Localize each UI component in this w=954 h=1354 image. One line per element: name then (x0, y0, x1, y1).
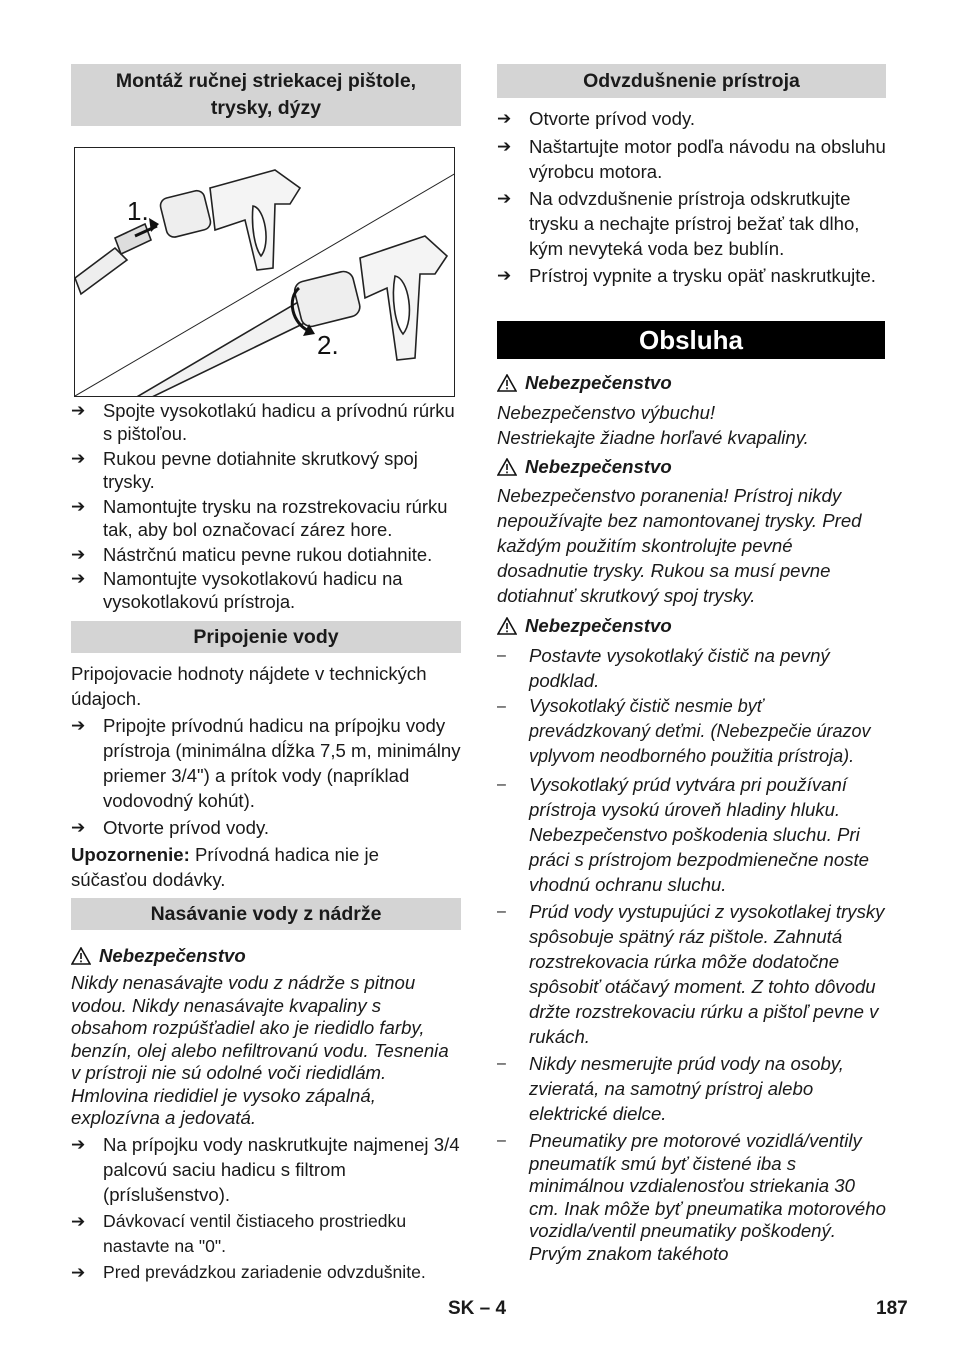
spray-gun-illustration (75, 148, 455, 397)
figure-label-step2: 2. (317, 330, 339, 360)
step-item: ➔ Otvorte prívod vody. (497, 106, 886, 131)
list-item-text: Postavte vysokotlaký čistič na pevný podklad. (529, 645, 830, 691)
note (71, 842, 451, 892)
footer-section: SK – 4 (448, 1298, 507, 1319)
heading-suction (71, 898, 461, 930)
step-item: ➔ Prístroj vypnite a trysku opäť naskrutkujte. (497, 263, 886, 288)
heading-water-connection (71, 621, 461, 653)
note-text: Prívodná hadica nie je súčasťou dodávky. (71, 844, 379, 890)
list-item (497, 694, 886, 769)
list-item-text: Vysokotlaký čistič nesmie byť prevádzkovaný deťmi. (Nebezpečie úrazov vplyvom neodborného použitia prístroja). (529, 696, 871, 766)
list-item (497, 1051, 886, 1126)
step-item: ➔ Nástrčnú maticu pevne rukou dotiahnite. (71, 543, 463, 566)
list-item-text: Nikdy nesmerujte prúd vody na osoby, zvieratá, na samotný prístroj alebo elektrické dielce. (529, 1053, 844, 1124)
danger-title: Nebezpečenstvo (525, 456, 672, 477)
list-item-text: Pneumatiky pre motorové vozidlá/ventily pneumatík smú byť čistené iba s minimálnou vzdialenosťou striekania 30 cm. Inak môže byť pneumatika motorového vozidla/ventil pneumatiky poškodený. Prvým znakom takéhoto (529, 1130, 886, 1264)
warning-triangle-icon (71, 947, 91, 965)
step-item: ➔ Rukou pevne dotiahnite skrutkový spoj trysky. (71, 447, 463, 493)
step-item: ➔ Pred prevádzkou zariadenie odvzdušnite. (71, 1261, 483, 1284)
list-item-text: Vysokotlaký prúd vytvára pri používaní prístroja vysokú úroveň hladiny hluku. Nebezpečenstvo poškodenia sluchu. Pri práci s prístrojom bezpodmienečne noste vhodnú ochranu sluchu. (529, 774, 870, 895)
danger-heading (497, 454, 672, 479)
step-item: ➔ Otvorte prívod vody. (71, 815, 461, 840)
assembly-figure (74, 147, 455, 397)
danger-text: Nebezpečenstvo výbuchu! (497, 402, 716, 423)
paragraph: Pripojovacie hodnoty nájdete v technických údajoch. (71, 663, 427, 709)
danger-text: Nestriekajte žiadne horľavé kvapaliny. (497, 427, 809, 448)
step-item: ➔ Namontujte vysokotlakovú hadicu na vysokotlakovú prístroja. (71, 567, 463, 613)
warning-triangle-icon (497, 374, 517, 392)
dash-bullet: – (497, 698, 506, 715)
dash-bullet: – (497, 1132, 506, 1149)
figure-label-step1: 1. (127, 196, 149, 226)
step-item: ➔ Pripojte prívodnú hadicu na prípojku vody prístroja (minimálna dĺžka 7,5 m, minimálny priemer 3/4") a prítok vody (napríklad vodovodný kohút). (71, 713, 461, 813)
heading-text: Odvzdušnenie prístroja (583, 69, 800, 92)
danger-text: Nikdy nenasávajte vodu z nádrže s pitnou vodou. Nikdy nenasávajte kvapaliny s obsahom rozpúšťadiel ako je riedidlo farby, benzín, olej alebo nefiltrovanú vodu. Tesnenia v prístroji nie sú odolné voči riedidlám. Hmlovina riedidiel je vysoko zápalná, explozívna a jedovatá. (71, 972, 449, 1128)
danger-heading (497, 370, 672, 395)
heading-text: Pripojenie vody (193, 625, 339, 648)
step-item: ➔ Namontujte trysku na rozstrekovaciu rúrku tak, aby bol označovací zárez hore. (71, 495, 463, 541)
list-item (497, 772, 886, 897)
list-item-text: Prúd vody vystupujúci z vysokotlakej trysky spôsobuje spätný ráz pištole. Zahnutá rozstrekovacia rúrka môže dodatočne spôsobiť otáčavý moment. Z tohto dôvodu držte rozstrekovaciu rúrku a pištoľ pevne v rukách. (529, 901, 885, 1047)
heading-mount-gun (71, 64, 461, 126)
step-item: ➔ Naštartujte motor podľa návodu na obsluhu výrobcu motora. (497, 134, 886, 184)
step-item: ➔ Spojte vysokotlakú hadicu a prívodnú rúrku s pištoľou. (71, 399, 463, 445)
heading-venting (497, 64, 886, 98)
dash-bullet: – (497, 776, 506, 793)
danger-heading (497, 613, 672, 638)
danger-title: Nebezpečenstvo (525, 615, 672, 636)
list-item (497, 643, 886, 693)
list-item (497, 899, 886, 1049)
danger-title: Nebezpečenstvo (525, 372, 672, 393)
danger-text: Nebezpečenstvo poranenia! Prístroj nikdy nepoužívajte bez namontovanej trysky. Pred každým použitím skontrolujte pevné dosadnutie trysky. Rukou sa musí pevne dotiahnuť skrutkový spoj trysky. (497, 485, 862, 606)
danger-heading (71, 943, 246, 968)
warning-triangle-icon (497, 617, 517, 635)
danger-title: Nebezpečenstvo (99, 945, 246, 966)
heading-text: Montáž ručnej striekacej pištole, trysky, dýzy (115, 70, 417, 119)
warning-triangle-icon (497, 458, 517, 476)
step-item: ➔ Dávkovací ventil čistiaceho prostriedku nastavte na "0". (71, 1209, 461, 1259)
heading-text: Nasávanie vody z nádrže (150, 902, 382, 925)
dash-bullet: – (497, 647, 506, 664)
dash-bullet: – (497, 1055, 506, 1072)
step-item: ➔ Na prípojku vody naskrutkujte najmenej 3/4 palcovú saciu hadicu s filtrom (príslušenstvo). (71, 1132, 461, 1207)
section-title-operation (497, 321, 885, 359)
list-item (497, 1130, 886, 1265)
note-label: Upozornenie: (71, 844, 190, 865)
section-title-text: Obsluha (638, 324, 743, 355)
page-number: 187 (876, 1298, 908, 1319)
dash-bullet: – (497, 903, 506, 920)
step-item: ➔ Na odvzdušnenie prístroja odskrutkujte trysku a nechajte prístroj bežať tak dlho, kým nevyteká voda bez bublín. (497, 186, 886, 261)
